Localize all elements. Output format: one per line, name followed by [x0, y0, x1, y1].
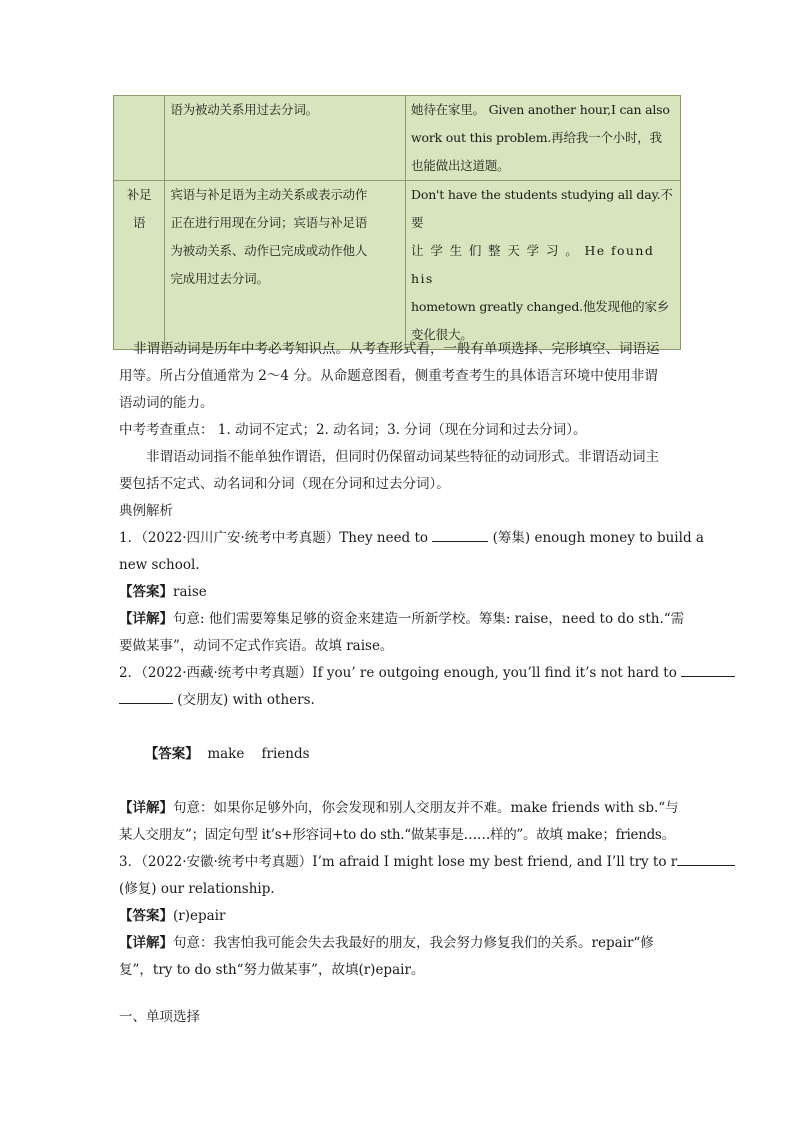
detail-label: 【详解】: [119, 800, 173, 816]
intro-paragraph-line: 非谓语动词是历年中考必考知识点。从考查形式看，一般有单项选择、完形填空、词语运: [133, 341, 660, 357]
definition-paragraph-line: 要包括不定式、动名词和分词（现在分词和过去分词）。: [119, 476, 450, 492]
question-text: (交朋友) with others.: [173, 692, 315, 708]
answer-text: (r)epair: [173, 908, 226, 924]
answer-blank: [677, 853, 735, 866]
detail-line: [119, 606, 685, 633]
question-text: 1．（2022·四川广安·统考中考真题）They need to: [119, 530, 433, 546]
answer-label: 【答案】: [119, 908, 173, 924]
grammar-table: [113, 95, 681, 350]
table-cell-category: [114, 96, 165, 181]
question-line: new school.: [119, 557, 200, 573]
detail-line: [119, 930, 677, 957]
usage-line: 完成用过去分词。: [170, 271, 269, 286]
answer-line: [119, 714, 677, 795]
answer-text: raise: [173, 584, 207, 600]
table-cell-category: [114, 181, 165, 350]
intro-paragraph-line: 用等。所占分值通常为 2～4 分。从命题意图看，侧重考查考生的具体语言环境中使用非谓: [119, 368, 658, 384]
detail-text: 句意：如果你足够外向，你会发现和别人交朋友并不难。make friends with sb.“与: [173, 800, 679, 816]
question-line: (修复) our relationship.: [119, 881, 275, 897]
question-line: [119, 849, 677, 876]
example-line: Don't have the students studying all day.不要: [411, 187, 673, 230]
answer-blank: [119, 691, 173, 704]
section-title: 一、单项选择: [119, 1009, 200, 1025]
usage-line: 为被动关系、动作已完成或动作他人: [170, 243, 368, 258]
examples-title: 典例解析: [119, 503, 173, 519]
detail-label: 【详解】: [119, 611, 173, 627]
question-text: 3．（2022·安徽·统考中考真题）I’m afraid I might lose my best friend, and I’ll try to r: [119, 854, 678, 870]
detail-line: 某人交朋友”；固定句型 it’s+形容词+to do sth.“做某事是……样的”。故填 make；friends。: [119, 827, 675, 843]
table-row: [114, 96, 681, 181]
example-line: 变化很大。: [411, 327, 473, 342]
table-cell-usage: [165, 181, 406, 350]
exam-focus: 中考考查重点： 1. 动词不定式；2. 动名词；3. 分词（现在分词和过去分词）。: [119, 422, 587, 438]
table-cell-example: [406, 181, 681, 350]
detail-line: [119, 795, 677, 822]
answer-label: 【答案】: [144, 746, 199, 762]
table-cell-example: [406, 96, 681, 181]
answer-text: make friends: [198, 746, 310, 762]
answer-blank: [432, 529, 488, 542]
table-cell-usage: 语为被动关系用过去分词。: [165, 96, 406, 181]
example-line: work out this problem.再给我一个小时，我: [411, 130, 662, 145]
usage-line: 正在进行用现在分词；宾语与补足语: [170, 215, 368, 230]
table-row: [114, 181, 681, 350]
detail-text: 句意: 他们需要筹集足够的资金来建造一所新学校。筹集: raise，need to do sth.“需: [173, 611, 685, 627]
detail-line: 复”，try to do sth“努力做某事”，故填(r)epair。: [119, 962, 425, 978]
body-text: [119, 336, 704, 984]
detail-text: 句意：我害怕我可能会失去我最好的朋友，我会努力修复我们的关系。repair“修: [173, 935, 654, 951]
answer-line: [119, 579, 677, 606]
example-line: 她待在家里。 Given another hour,I can also: [411, 102, 670, 117]
question-line: [119, 525, 704, 552]
detail-label: 【详解】: [119, 935, 173, 951]
question-text: (筹集) enough money to build a: [488, 530, 704, 546]
example-line: 也能做出这道题。: [411, 158, 510, 173]
intro-paragraph-line: 语动词的能力。: [119, 395, 214, 411]
question-text: 2．（2022·西藏·统考中考真题）If you’ re outgoing enough, you’ll find it’s not hard to: [119, 665, 682, 681]
detail-line: 要做某事”，动词不定式作宾语。故填 raise。: [119, 638, 394, 654]
answer-blank: [681, 664, 735, 677]
question-line: [119, 687, 677, 714]
category-line: 补足: [126, 187, 152, 202]
example-line: 让 学 生 们 整 天 学 习 。 He found his: [411, 243, 655, 286]
definition-paragraph-line: 非谓语动词指不能单独作谓语，但同时仍保留动词某些特征的动词形式。非谓语动词主: [146, 449, 659, 465]
answer-label: 【答案】: [119, 584, 173, 600]
usage-line: 宾语与补足语为主动关系或表示动作: [170, 187, 368, 202]
answer-line: [119, 903, 677, 930]
example-line: hometown greatly changed.他发现他的家乡: [411, 299, 670, 314]
question-line: [119, 660, 682, 687]
category-line: 语: [133, 215, 146, 230]
